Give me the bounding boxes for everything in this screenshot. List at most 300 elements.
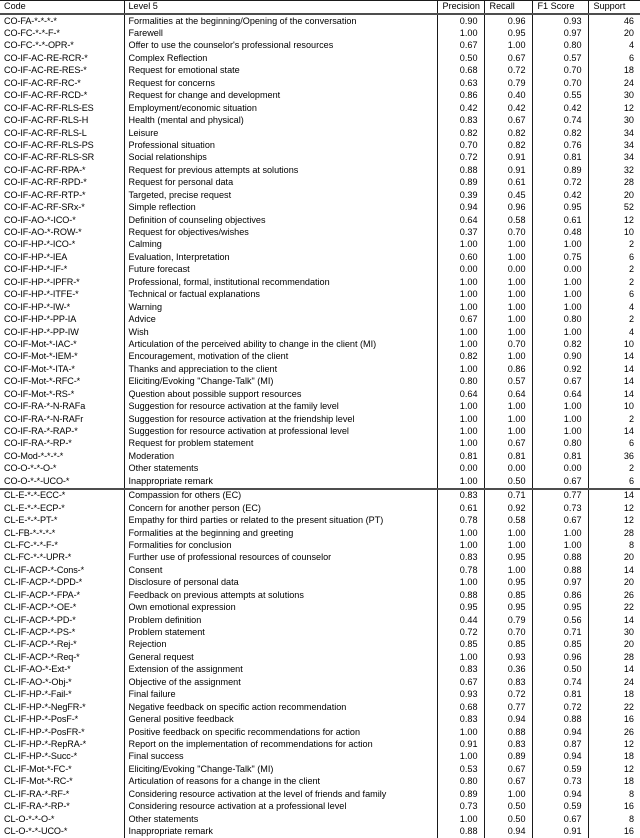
cell-level5: Moderation bbox=[124, 451, 437, 463]
cell-code: CL-IF-Mot-*-RC-* bbox=[4, 776, 73, 787]
cell-recall: 1.00 bbox=[484, 540, 532, 552]
cell-precision: 0.42 bbox=[437, 103, 484, 115]
cell-support: 28 bbox=[588, 527, 640, 539]
table-row bbox=[0, 401, 640, 413]
table-row bbox=[0, 590, 640, 602]
cell-precision: 1.00 bbox=[437, 326, 484, 338]
table-row bbox=[0, 239, 640, 251]
cell-precision: 0.70 bbox=[437, 140, 484, 152]
cell-support: 28 bbox=[588, 177, 640, 189]
cell-code: CO-IF-AC-RF-RLS-L bbox=[4, 127, 87, 138]
table-row bbox=[0, 689, 640, 701]
cell-code: CL-IF-ACP-*-DPD-* bbox=[4, 577, 83, 588]
table-row bbox=[0, 140, 640, 152]
cell-recall: 1.00 bbox=[484, 789, 532, 801]
table-row bbox=[0, 627, 640, 639]
cell-support: 12 bbox=[588, 739, 640, 751]
cell-code: CL-IF-ACP-*-Req-* bbox=[4, 651, 80, 662]
cell-support: 20 bbox=[588, 552, 640, 564]
cell-code: CL-FB-*-*-*-* bbox=[4, 527, 56, 538]
cell-support: 20 bbox=[588, 190, 640, 202]
cell-precision: 0.86 bbox=[437, 90, 484, 102]
cell-recall: 1.00 bbox=[484, 277, 532, 289]
cell-f1score: 1.00 bbox=[532, 540, 588, 552]
table-row bbox=[0, 801, 640, 813]
cell-support: 10 bbox=[588, 339, 640, 351]
cell-precision: 0.72 bbox=[437, 152, 484, 164]
table-row bbox=[0, 463, 640, 475]
cell-support: 18 bbox=[588, 751, 640, 763]
cell-precision: 0.78 bbox=[437, 565, 484, 577]
cell-recall: 0.58 bbox=[484, 515, 532, 527]
cell-level5: Suggestion for resource activation at the friendship level bbox=[124, 413, 437, 425]
cell-level5: Articulation of reasons for a change in the client bbox=[124, 776, 437, 788]
cell-level5: Final success bbox=[124, 751, 437, 763]
cell-precision: 1.00 bbox=[437, 438, 484, 450]
cell-precision: 0.85 bbox=[437, 639, 484, 651]
cell-precision: 1.00 bbox=[437, 652, 484, 664]
cell-f1score: 0.71 bbox=[532, 627, 588, 639]
cell-precision: 0.73 bbox=[437, 801, 484, 813]
table-row bbox=[0, 413, 640, 425]
cell-f1score: 0.00 bbox=[532, 264, 588, 276]
cell-code: CO-IF-RA-*-N-RAFa bbox=[4, 401, 86, 412]
cell-recall: 1.00 bbox=[484, 289, 532, 301]
cell-recall: 1.00 bbox=[484, 413, 532, 425]
cell-f1score: 0.95 bbox=[532, 202, 588, 214]
cell-code: CL-FC-*-*-UPR-* bbox=[4, 552, 72, 563]
cell-precision: 0.60 bbox=[437, 252, 484, 264]
column-header-level5: Level 5 bbox=[124, 1, 437, 15]
cell-recall: 1.00 bbox=[484, 401, 532, 413]
cell-level5: Suggestion for resource activation at professional level bbox=[124, 426, 437, 438]
cell-precision: 0.53 bbox=[437, 764, 484, 776]
table-row bbox=[0, 389, 640, 401]
cell-f1score: 0.87 bbox=[532, 739, 588, 751]
table-row bbox=[0, 476, 640, 489]
cell-level5: Empathy for third parties or related to the present situation (PT) bbox=[124, 515, 437, 527]
cell-level5: Technical or factual explanations bbox=[124, 289, 437, 301]
cell-code: CO-IF-HP-*-ICO-* bbox=[4, 239, 76, 250]
cell-support: 14 bbox=[588, 426, 640, 438]
table-row bbox=[0, 90, 640, 102]
cell-level5: Request for concerns bbox=[124, 78, 437, 90]
table-row bbox=[0, 764, 640, 776]
cell-support: 14 bbox=[588, 376, 640, 388]
cell-code: CL-IF-ACP-*-FPA-* bbox=[4, 589, 80, 600]
cell-precision: 0.82 bbox=[437, 351, 484, 363]
cell-precision: 0.95 bbox=[437, 602, 484, 614]
cell-recall: 0.72 bbox=[484, 689, 532, 701]
cell-code: CO-IF-AC-RE-RES-* bbox=[4, 65, 87, 76]
cell-f1score: 0.93 bbox=[532, 14, 588, 27]
cell-recall: 0.95 bbox=[484, 28, 532, 40]
table-row bbox=[0, 565, 640, 577]
cell-support: 18 bbox=[588, 65, 640, 77]
column-header-recall: Recall bbox=[484, 1, 532, 15]
cell-support: 4 bbox=[588, 302, 640, 314]
column-header-f1score: F1 Score bbox=[532, 1, 588, 15]
table-body bbox=[0, 14, 640, 838]
table-row bbox=[0, 577, 640, 589]
cell-recall: 0.64 bbox=[484, 389, 532, 401]
cell-precision: 0.89 bbox=[437, 789, 484, 801]
cell-precision: 0.67 bbox=[437, 40, 484, 52]
table-row bbox=[0, 376, 640, 388]
cell-code: CL-IF-HP-*-RepRA-* bbox=[4, 738, 87, 749]
cell-level5: Negative feedback on specific action recommendation bbox=[124, 702, 437, 714]
cell-code: CO-FC-*-*-OPR-* bbox=[4, 40, 74, 51]
cell-code: CO-IF-Mot-*-ITA-* bbox=[4, 363, 75, 374]
table-row bbox=[0, 339, 640, 351]
cell-f1score: 0.42 bbox=[532, 103, 588, 115]
cell-support: 24 bbox=[588, 78, 640, 90]
table-row bbox=[0, 214, 640, 226]
cell-support: 4 bbox=[588, 326, 640, 338]
cell-f1score: 0.70 bbox=[532, 65, 588, 77]
cell-code: CO-FA-*-*-*-* bbox=[4, 15, 57, 26]
table-row bbox=[0, 289, 640, 301]
cell-support: 26 bbox=[588, 590, 640, 602]
cell-support: 32 bbox=[588, 165, 640, 177]
cell-support: 2 bbox=[588, 463, 640, 475]
cell-recall: 0.40 bbox=[484, 90, 532, 102]
cell-code: CO-IF-AO-*-ROW-* bbox=[4, 227, 82, 238]
cell-code: CL-O-*-*-O-* bbox=[4, 813, 55, 824]
cell-level5: Request for previous attempts at solutions bbox=[124, 165, 437, 177]
cell-precision: 1.00 bbox=[437, 339, 484, 351]
cell-code: CO-IF-AC-RF-RLS-ES bbox=[4, 102, 94, 113]
cell-level5: Future forecast bbox=[124, 264, 437, 276]
cell-code: CO-IF-HP-*-PP-IA bbox=[4, 314, 77, 325]
cell-recall: 1.00 bbox=[484, 565, 532, 577]
cell-precision: 0.00 bbox=[437, 264, 484, 276]
cell-level5: Request for personal data bbox=[124, 177, 437, 189]
cell-support: 14 bbox=[588, 565, 640, 577]
table-row bbox=[0, 552, 640, 564]
cell-precision: 1.00 bbox=[437, 401, 484, 413]
cell-code: CO-O-*-*-O-* bbox=[4, 463, 57, 474]
cell-recall: 1.00 bbox=[484, 527, 532, 539]
cell-level5: Simple reflection bbox=[124, 202, 437, 214]
cell-support: 26 bbox=[588, 726, 640, 738]
cell-code: CO-IF-AC-RF-SRx-* bbox=[4, 202, 85, 213]
cell-support: 14 bbox=[588, 489, 640, 502]
table-row bbox=[0, 14, 640, 27]
cell-precision: 0.44 bbox=[437, 614, 484, 626]
cell-f1score: 0.67 bbox=[532, 515, 588, 527]
cell-precision: 0.67 bbox=[437, 314, 484, 326]
cell-level5: Request for change and development bbox=[124, 90, 437, 102]
column-header-support: Support bbox=[588, 1, 640, 15]
cell-code: CO-IF-Mot-*-RFC-* bbox=[4, 376, 81, 387]
cell-level5: Disclosure of personal data bbox=[124, 577, 437, 589]
cell-support: 14 bbox=[588, 351, 640, 363]
table-row bbox=[0, 826, 640, 838]
table-row bbox=[0, 639, 640, 651]
cell-precision: 1.00 bbox=[437, 289, 484, 301]
cell-code: CO-IF-HP-*-IEA bbox=[4, 251, 68, 262]
cell-f1score: 0.82 bbox=[532, 127, 588, 139]
cell-recall: 0.67 bbox=[484, 438, 532, 450]
cell-code: CL-IF-ACP-*-PD-* bbox=[4, 614, 76, 625]
cell-code: CL-IF-AO-*-Ext-* bbox=[4, 664, 71, 675]
cell-recall: 0.00 bbox=[484, 463, 532, 475]
cell-recall: 0.67 bbox=[484, 776, 532, 788]
cell-recall: 1.00 bbox=[484, 252, 532, 264]
cell-level5: Positive feedback on specific recommendations for action bbox=[124, 726, 437, 738]
cell-recall: 0.96 bbox=[484, 14, 532, 27]
cell-code: CL-IF-RA-*-RF-* bbox=[4, 788, 70, 799]
cell-f1score: 0.73 bbox=[532, 776, 588, 788]
table-row bbox=[0, 527, 640, 539]
cell-recall: 1.00 bbox=[484, 302, 532, 314]
cell-level5: Problem statement bbox=[124, 627, 437, 639]
cell-level5: Suggestion for resource activation at the family level bbox=[124, 401, 437, 413]
cell-code: CL-IF-ACP-*-OE-* bbox=[4, 602, 77, 613]
cell-support: 30 bbox=[588, 627, 640, 639]
cell-f1score: 0.67 bbox=[532, 813, 588, 825]
cell-support: 2 bbox=[588, 413, 640, 425]
cell-code: CO-IF-AC-RF-RLS-H bbox=[4, 115, 89, 126]
cell-recall: 0.91 bbox=[484, 165, 532, 177]
cell-precision: 1.00 bbox=[437, 751, 484, 763]
cell-level5: Articulation of the perceived ability to change in the client (MI) bbox=[124, 339, 437, 351]
table-row bbox=[0, 776, 640, 788]
cell-precision: 0.94 bbox=[437, 202, 484, 214]
cell-f1score: 0.88 bbox=[532, 565, 588, 577]
cell-level5: Targeted, precise request bbox=[124, 190, 437, 202]
cell-f1score: 0.89 bbox=[532, 165, 588, 177]
cell-f1score: 1.00 bbox=[532, 302, 588, 314]
cell-recall: 0.82 bbox=[484, 140, 532, 152]
cell-level5: Rejection bbox=[124, 639, 437, 651]
cell-code: CO-IF-AC-RF-RPA-* bbox=[4, 164, 86, 175]
table-row bbox=[0, 677, 640, 689]
cell-recall: 0.94 bbox=[484, 826, 532, 838]
cell-f1score: 0.80 bbox=[532, 314, 588, 326]
cell-level5: General positive feedback bbox=[124, 714, 437, 726]
cell-code: CO-FC-*-*-F-* bbox=[4, 28, 60, 39]
cell-support: 6 bbox=[588, 476, 640, 489]
cell-f1score: 1.00 bbox=[532, 326, 588, 338]
cell-recall: 0.00 bbox=[484, 264, 532, 276]
cell-f1score: 0.96 bbox=[532, 652, 588, 664]
cell-recall: 0.72 bbox=[484, 65, 532, 77]
cell-code: CO-IF-AC-RF-RPD-* bbox=[4, 177, 87, 188]
cell-code: CO-IF-HP-*-IPFR-* bbox=[4, 276, 80, 287]
cell-f1score: 0.42 bbox=[532, 190, 588, 202]
cell-recall: 0.83 bbox=[484, 739, 532, 751]
cell-f1score: 0.94 bbox=[532, 726, 588, 738]
cell-precision: 1.00 bbox=[437, 413, 484, 425]
cell-code: CL-IF-HP-*-PosFR-* bbox=[4, 726, 85, 737]
cell-precision: 0.61 bbox=[437, 503, 484, 515]
cell-recall: 1.00 bbox=[484, 239, 532, 251]
cell-level5: Question about possible support resources bbox=[124, 389, 437, 401]
cell-support: 24 bbox=[588, 677, 640, 689]
cell-recall: 0.67 bbox=[484, 53, 532, 65]
cell-f1score: 0.81 bbox=[532, 689, 588, 701]
table-row bbox=[0, 152, 640, 164]
table-row bbox=[0, 252, 640, 264]
cell-level5: Farewell bbox=[124, 28, 437, 40]
cell-code: CL-E-*-*-ECP-* bbox=[4, 502, 65, 513]
cell-f1score: 0.76 bbox=[532, 140, 588, 152]
cell-recall: 0.70 bbox=[484, 627, 532, 639]
cell-level5: Other statements bbox=[124, 463, 437, 475]
cell-level5: Wish bbox=[124, 326, 437, 338]
cell-recall: 0.67 bbox=[484, 115, 532, 127]
cell-precision: 0.93 bbox=[437, 689, 484, 701]
cell-recall: 0.95 bbox=[484, 602, 532, 614]
cell-f1score: 0.94 bbox=[532, 751, 588, 763]
cell-support: 12 bbox=[588, 103, 640, 115]
table-row bbox=[0, 103, 640, 115]
cell-f1score: 0.88 bbox=[532, 552, 588, 564]
table-row bbox=[0, 351, 640, 363]
cell-f1score: 0.95 bbox=[532, 602, 588, 614]
cell-support: 2 bbox=[588, 239, 640, 251]
table-row bbox=[0, 489, 640, 502]
table-row bbox=[0, 326, 640, 338]
cell-support: 12 bbox=[588, 214, 640, 226]
cell-level5: Definition of counseling objectives bbox=[124, 214, 437, 226]
cell-level5: Concern for another person (EC) bbox=[124, 503, 437, 515]
cell-code: CO-IF-RA-*-N-RAFr bbox=[4, 413, 84, 424]
table-row bbox=[0, 190, 640, 202]
cell-precision: 0.80 bbox=[437, 776, 484, 788]
cell-f1score: 0.82 bbox=[532, 339, 588, 351]
cell-support: 34 bbox=[588, 152, 640, 164]
cell-f1score: 0.64 bbox=[532, 389, 588, 401]
cell-f1score: 0.72 bbox=[532, 702, 588, 714]
cell-recall: 0.57 bbox=[484, 376, 532, 388]
table-row bbox=[0, 227, 640, 239]
cell-support: 18 bbox=[588, 689, 640, 701]
cell-precision: 0.68 bbox=[437, 65, 484, 77]
cell-f1score: 0.91 bbox=[532, 826, 588, 838]
cell-code: CO-IF-AC-RE-RCR-* bbox=[4, 52, 88, 63]
cell-recall: 0.36 bbox=[484, 664, 532, 676]
cell-support: 14 bbox=[588, 614, 640, 626]
cell-recall: 0.95 bbox=[484, 552, 532, 564]
cell-recall: 1.00 bbox=[484, 351, 532, 363]
cell-support: 6 bbox=[588, 289, 640, 301]
cell-code: CL-FC-*-*-F-* bbox=[4, 539, 58, 550]
cell-f1score: 0.67 bbox=[532, 476, 588, 489]
cell-code: CL-O-*-*-UCO-* bbox=[4, 826, 68, 837]
cell-f1score: 0.74 bbox=[532, 115, 588, 127]
table-row bbox=[0, 789, 640, 801]
cell-code: CO-IF-HP-*-ITFE-* bbox=[4, 289, 79, 300]
cell-support: 34 bbox=[588, 140, 640, 152]
cell-f1score: 0.80 bbox=[532, 40, 588, 52]
cell-code: CO-IF-AC-RF-RLS-PS bbox=[4, 139, 94, 150]
cell-precision: 0.68 bbox=[437, 702, 484, 714]
cell-f1score: 0.85 bbox=[532, 639, 588, 651]
cell-code: CL-IF-AO-*-Obj-* bbox=[4, 676, 72, 687]
cell-f1score: 0.90 bbox=[532, 351, 588, 363]
table-header bbox=[0, 1, 640, 15]
cell-support: 36 bbox=[588, 451, 640, 463]
cell-recall: 0.61 bbox=[484, 177, 532, 189]
cell-code: CO-IF-AC-RF-RC-* bbox=[4, 77, 81, 88]
cell-recall: 0.42 bbox=[484, 103, 532, 115]
cell-f1score: 0.70 bbox=[532, 78, 588, 90]
cell-precision: 1.00 bbox=[437, 426, 484, 438]
cell-support: 22 bbox=[588, 702, 640, 714]
cell-f1score: 0.48 bbox=[532, 227, 588, 239]
cell-precision: 1.00 bbox=[437, 277, 484, 289]
cell-recall: 0.93 bbox=[484, 652, 532, 664]
cell-code: CO-IF-AO-*-ICO-* bbox=[4, 214, 76, 225]
cell-recall: 0.79 bbox=[484, 78, 532, 90]
cell-precision: 0.83 bbox=[437, 115, 484, 127]
cell-precision: 1.00 bbox=[437, 726, 484, 738]
cell-precision: 1.00 bbox=[437, 239, 484, 251]
cell-support: 2 bbox=[588, 264, 640, 276]
table-row bbox=[0, 177, 640, 189]
cell-support: 2 bbox=[588, 314, 640, 326]
cell-level5: Formalities at the beginning/Opening of the conversation bbox=[124, 14, 437, 27]
cell-precision: 0.88 bbox=[437, 826, 484, 838]
cell-precision: 0.83 bbox=[437, 552, 484, 564]
cell-level5: Formalities for conclusion bbox=[124, 540, 437, 552]
cell-support: 6 bbox=[588, 53, 640, 65]
cell-recall: 0.85 bbox=[484, 590, 532, 602]
cell-recall: 0.50 bbox=[484, 801, 532, 813]
cell-support: 8 bbox=[588, 789, 640, 801]
cell-level5: Inappropriate remark bbox=[124, 476, 437, 489]
cell-precision: 0.50 bbox=[437, 53, 484, 65]
cell-f1score: 0.86 bbox=[532, 590, 588, 602]
table-row bbox=[0, 53, 640, 65]
column-header-code: Code bbox=[0, 1, 124, 15]
cell-f1score: 0.57 bbox=[532, 53, 588, 65]
cell-level5: Problem definition bbox=[124, 614, 437, 626]
cell-precision: 0.90 bbox=[437, 14, 484, 27]
cell-level5: Encouragement, motivation of the client bbox=[124, 351, 437, 363]
cell-support: 8 bbox=[588, 813, 640, 825]
cell-recall: 0.86 bbox=[484, 364, 532, 376]
header-row bbox=[0, 1, 640, 15]
table-row bbox=[0, 652, 640, 664]
cell-level5: Considering resource activation at the level of friends and family bbox=[124, 789, 437, 801]
cell-precision: 0.88 bbox=[437, 590, 484, 602]
cell-recall: 0.50 bbox=[484, 476, 532, 489]
cell-code: CO-IF-RA-*-RAP-* bbox=[4, 426, 78, 437]
cell-recall: 0.85 bbox=[484, 639, 532, 651]
cell-recall: 1.00 bbox=[484, 314, 532, 326]
cell-precision: 0.63 bbox=[437, 78, 484, 90]
cell-recall: 0.70 bbox=[484, 227, 532, 239]
cell-support: 14 bbox=[588, 364, 640, 376]
table-row bbox=[0, 277, 640, 289]
cell-level5: Request for emotional state bbox=[124, 65, 437, 77]
cell-f1score: 0.50 bbox=[532, 664, 588, 676]
cell-recall: 0.71 bbox=[484, 489, 532, 502]
cell-f1score: 0.55 bbox=[532, 90, 588, 102]
cell-recall: 0.81 bbox=[484, 451, 532, 463]
cell-code: CO-IF-HP-*-IF-* bbox=[4, 264, 68, 275]
cell-f1score: 0.92 bbox=[532, 364, 588, 376]
cell-f1score: 0.67 bbox=[532, 376, 588, 388]
cell-precision: 0.67 bbox=[437, 677, 484, 689]
cell-precision: 1.00 bbox=[437, 28, 484, 40]
table-row bbox=[0, 264, 640, 276]
cell-level5: Evaluation, Interpretation bbox=[124, 252, 437, 264]
